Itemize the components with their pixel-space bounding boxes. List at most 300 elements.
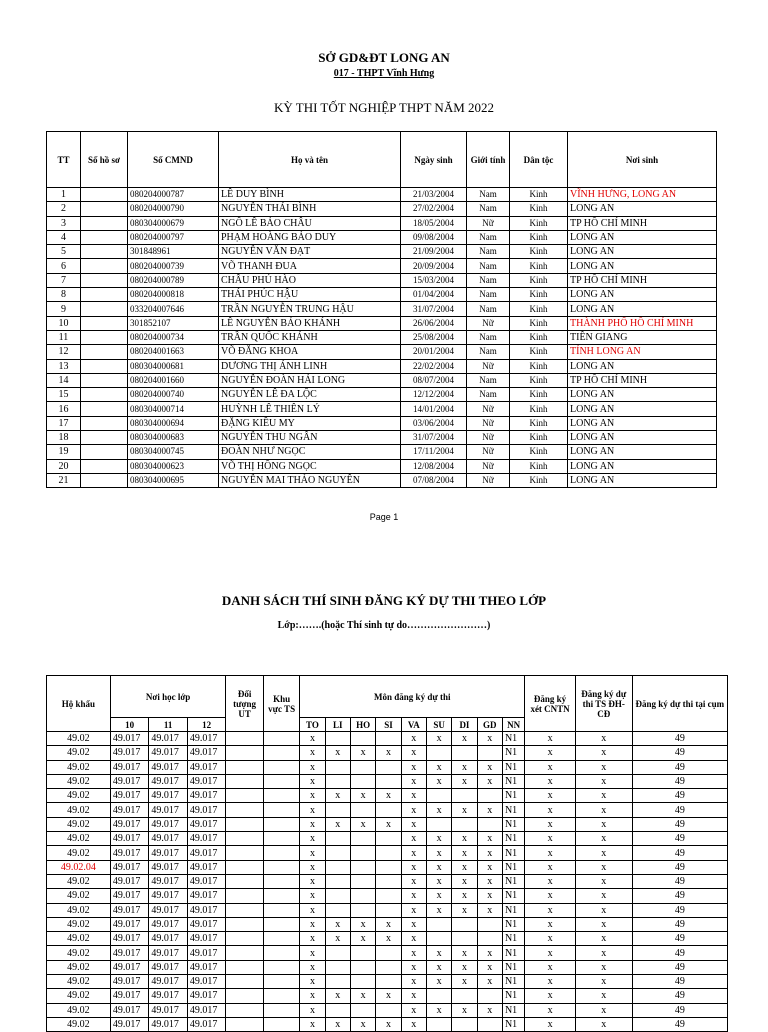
registration-table xyxy=(46,675,728,1032)
cell-subject: x xyxy=(426,874,451,888)
cell-grade: 49.017 xyxy=(110,989,149,1003)
cell-birthplace: LONG AN xyxy=(568,473,717,487)
cell-cum: 49 xyxy=(632,960,727,974)
table-row xyxy=(47,431,717,445)
cell-dhcd: x xyxy=(575,917,632,931)
cell-subject xyxy=(426,917,451,931)
cell-birthplace: LONG AN xyxy=(568,416,717,430)
cell-subject xyxy=(426,817,451,831)
cell-subject: x xyxy=(477,975,502,989)
cell-subject: x xyxy=(401,832,426,846)
cell-dhcd: x xyxy=(575,960,632,974)
cell-subject xyxy=(350,860,375,874)
cell-subject xyxy=(350,874,375,888)
cell-doituong xyxy=(226,946,263,960)
col-cmnd: Số CMND xyxy=(128,132,219,188)
cell-cmnd: 080204000789 xyxy=(128,273,219,287)
cell-subject xyxy=(350,889,375,903)
col-subject: LI xyxy=(325,718,350,732)
cell-dhcd: x xyxy=(575,903,632,917)
cell-hoso xyxy=(81,388,128,402)
cell-dob: 12/08/2004 xyxy=(401,459,467,473)
cell-grade: 49.017 xyxy=(187,817,226,831)
cell-cum: 49 xyxy=(632,903,727,917)
cell-subject xyxy=(376,860,401,874)
cell-subject: x xyxy=(300,989,325,1003)
cell-subject: x xyxy=(477,903,502,917)
cell-subject xyxy=(325,1003,350,1017)
page-number: Page 1 xyxy=(369,512,399,522)
table-row xyxy=(47,359,717,373)
cell-grade: 49.017 xyxy=(187,932,226,946)
cell-dhcd: x xyxy=(575,817,632,831)
cell-subject: x xyxy=(300,846,325,860)
cell-ethnic: Kinh xyxy=(510,188,568,202)
cell-hokhau: 49.02 xyxy=(47,789,111,803)
cell-hokhau: 49.02 xyxy=(47,874,111,888)
cell-subject xyxy=(325,774,350,788)
cell-cntn: x xyxy=(525,774,576,788)
cell-dhcd: x xyxy=(575,803,632,817)
cell-cmnd: 080204001663 xyxy=(128,345,219,359)
cell-dhcd: x xyxy=(575,1017,632,1031)
table-row xyxy=(47,932,728,946)
cell-ethnic: Kinh xyxy=(510,230,568,244)
cell-khuvuc xyxy=(263,874,299,888)
cell-dob: 01/04/2004 xyxy=(401,288,467,302)
cell-cum: 49 xyxy=(632,932,727,946)
cell-subject: x xyxy=(300,789,325,803)
cell-gender: Nữ xyxy=(467,431,510,445)
cell-cmnd: 080304000679 xyxy=(128,216,219,230)
cell-subject xyxy=(376,846,401,860)
cell-grade: 49.017 xyxy=(110,960,149,974)
table-row xyxy=(47,746,728,760)
cell-name: NGUYỄN ĐOÀN HẢI LONG xyxy=(219,373,401,387)
cell-hoso xyxy=(81,259,128,273)
cell-subject: x xyxy=(426,846,451,860)
cell-subject: N1 xyxy=(502,932,524,946)
cell-doituong xyxy=(226,874,263,888)
cell-subject: N1 xyxy=(502,1017,524,1031)
cell-tt: 21 xyxy=(47,473,81,487)
cell-subject: N1 xyxy=(502,946,524,960)
cell-hoso xyxy=(81,345,128,359)
cell-cntn: x xyxy=(525,846,576,860)
cell-ethnic: Kinh xyxy=(510,216,568,230)
cell-subject: x xyxy=(300,917,325,931)
col-cntn: Đăng ký xét CNTN xyxy=(525,676,576,732)
cell-doituong xyxy=(226,960,263,974)
cell-subject: x xyxy=(300,903,325,917)
cell-name: ĐẶNG KIỀU MY xyxy=(219,416,401,430)
cell-subject: x xyxy=(477,889,502,903)
cell-ethnic: Kinh xyxy=(510,402,568,416)
cell-grade: 49.017 xyxy=(110,1017,149,1031)
cell-grade: 49.017 xyxy=(187,860,226,874)
cell-gender: Nam xyxy=(467,202,510,216)
cell-cmnd: 301848961 xyxy=(128,245,219,259)
cell-subject xyxy=(452,1017,477,1031)
cell-grade: 49.017 xyxy=(110,760,149,774)
cell-grade: 49.017 xyxy=(149,1017,188,1031)
cell-khuvuc xyxy=(263,860,299,874)
cell-tt: 2 xyxy=(47,202,81,216)
cell-cntn: x xyxy=(525,932,576,946)
cell-subject xyxy=(350,803,375,817)
cell-hokhau: 49.02 xyxy=(47,989,111,1003)
cell-subject: x xyxy=(452,1003,477,1017)
cell-grade: 49.017 xyxy=(110,874,149,888)
cell-doituong xyxy=(226,817,263,831)
cell-subject: x xyxy=(401,989,426,1003)
cell-dob: 25/08/2004 xyxy=(401,330,467,344)
cell-gender: Nam xyxy=(467,273,510,287)
table-row xyxy=(47,832,728,846)
cell-tt: 19 xyxy=(47,445,81,459)
table-row xyxy=(47,245,717,259)
cell-subject: x xyxy=(350,746,375,760)
cell-cmnd: 080204000734 xyxy=(128,330,219,344)
cell-subject: x xyxy=(477,946,502,960)
cell-doituong xyxy=(226,774,263,788)
cell-grade: 49.017 xyxy=(110,846,149,860)
cell-subject xyxy=(350,732,375,746)
cell-hoso xyxy=(81,330,128,344)
cell-subject: x xyxy=(477,760,502,774)
cell-doituong xyxy=(226,903,263,917)
cell-subject xyxy=(350,760,375,774)
cell-hokhau: 49.02 xyxy=(47,903,111,917)
cell-grade: 49.017 xyxy=(187,1017,226,1031)
cell-doituong xyxy=(226,932,263,946)
cell-birthplace: TP HỒ CHÍ MINH xyxy=(568,216,717,230)
cell-subject: N1 xyxy=(502,989,524,1003)
cell-name: TRẦN NGUYỄN TRUNG HẬU xyxy=(219,302,401,316)
cell-ethnic: Kinh xyxy=(510,273,568,287)
cell-subject: x xyxy=(426,1003,451,1017)
cell-gender: Nữ xyxy=(467,316,510,330)
col-birthplace: Nơi sinh xyxy=(568,132,717,188)
cell-subject xyxy=(376,874,401,888)
table-row xyxy=(47,989,728,1003)
cell-grade: 49.017 xyxy=(110,732,149,746)
cell-subject: x xyxy=(477,774,502,788)
cell-dob: 17/11/2004 xyxy=(401,445,467,459)
cell-cum: 49 xyxy=(632,760,727,774)
cell-subject xyxy=(376,889,401,903)
cell-gender: Nữ xyxy=(467,445,510,459)
cell-subject xyxy=(426,789,451,803)
cell-khuvuc xyxy=(263,1017,299,1031)
cell-subject: x xyxy=(376,789,401,803)
cell-subject xyxy=(325,903,350,917)
cell-subject xyxy=(376,946,401,960)
cell-cum: 49 xyxy=(632,917,727,931)
cell-tt: 7 xyxy=(47,273,81,287)
cell-subject: x xyxy=(300,874,325,888)
cell-subject: N1 xyxy=(502,917,524,931)
cell-dhcd: x xyxy=(575,760,632,774)
cell-dob: 31/07/2004 xyxy=(401,302,467,316)
cell-name: CHÂU PHÚ HÀO xyxy=(219,273,401,287)
cell-subject: x xyxy=(401,975,426,989)
cell-khuvuc xyxy=(263,975,299,989)
cell-cntn: x xyxy=(525,860,576,874)
table-row xyxy=(47,917,728,931)
cell-cum: 49 xyxy=(632,817,727,831)
cell-tt: 3 xyxy=(47,216,81,230)
cell-subject: x xyxy=(300,732,325,746)
cell-grade: 49.017 xyxy=(187,789,226,803)
cell-cntn: x xyxy=(525,803,576,817)
cell-tt: 11 xyxy=(47,330,81,344)
cell-name: LÊ NGUYỄN BẢO KHÁNH xyxy=(219,316,401,330)
cell-gender: Nam xyxy=(467,288,510,302)
cell-subject: x xyxy=(477,846,502,860)
cell-grade: 49.017 xyxy=(187,732,226,746)
cell-cntn: x xyxy=(525,889,576,903)
cell-grade: 49.017 xyxy=(149,989,188,1003)
col-khuvuc: Khu vực TS xyxy=(263,676,299,732)
table-row xyxy=(47,273,717,287)
table-row xyxy=(47,960,728,974)
cell-cum: 49 xyxy=(632,874,727,888)
cell-subject: x xyxy=(401,817,426,831)
cell-dob: 21/03/2004 xyxy=(401,188,467,202)
cell-birthplace: LONG AN xyxy=(568,359,717,373)
cell-cntn: x xyxy=(525,975,576,989)
table-row xyxy=(47,803,728,817)
cell-subject xyxy=(477,789,502,803)
cell-subject: x xyxy=(300,960,325,974)
cell-subject xyxy=(325,732,350,746)
cell-subject: x xyxy=(300,975,325,989)
cell-gender: Nữ xyxy=(467,473,510,487)
table-row xyxy=(47,416,717,430)
cell-subject: x xyxy=(300,832,325,846)
table-row xyxy=(47,188,717,202)
cell-hoso xyxy=(81,216,128,230)
table-row xyxy=(47,760,728,774)
cell-subject: x xyxy=(477,860,502,874)
cell-subject: x xyxy=(452,846,477,860)
cell-doituong xyxy=(226,1017,263,1031)
cell-dhcd: x xyxy=(575,932,632,946)
cell-gender: Nam xyxy=(467,245,510,259)
cell-grade: 49.017 xyxy=(110,817,149,831)
section-title: DANH SÁCH THÍ SINH ĐĂNG KÝ DỰ THI THEO LỚP xyxy=(221,593,547,608)
cell-subject: x xyxy=(452,732,477,746)
cell-cmnd: 080204000797 xyxy=(128,230,219,244)
cell-grade: 49.017 xyxy=(149,960,188,974)
cell-subject: x xyxy=(452,960,477,974)
cell-doituong xyxy=(226,846,263,860)
cell-cmnd: 301852107 xyxy=(128,316,219,330)
cell-khuvuc xyxy=(263,917,299,931)
cell-khuvuc xyxy=(263,832,299,846)
cell-grade: 49.017 xyxy=(149,846,188,860)
cell-subject: N1 xyxy=(502,746,524,760)
cell-gender: Nam xyxy=(467,388,510,402)
cell-hokhau: 49.02 xyxy=(47,1003,111,1017)
cell-subject: x xyxy=(401,774,426,788)
cell-khuvuc xyxy=(263,774,299,788)
cell-cntn: x xyxy=(525,960,576,974)
cell-dob: 21/09/2004 xyxy=(401,245,467,259)
cell-grade: 49.017 xyxy=(110,889,149,903)
cell-subject xyxy=(350,946,375,960)
table-row xyxy=(47,388,717,402)
table-row xyxy=(47,316,717,330)
cell-cmnd: 080204000740 xyxy=(128,388,219,402)
cell-subject: x xyxy=(376,917,401,931)
cell-subject xyxy=(376,960,401,974)
table-row xyxy=(47,874,728,888)
cell-tt: 8 xyxy=(47,288,81,302)
cell-subject: N1 xyxy=(502,789,524,803)
cell-cum: 49 xyxy=(632,889,727,903)
cell-subject xyxy=(325,760,350,774)
cell-cntn: x xyxy=(525,732,576,746)
cell-subject xyxy=(477,1017,502,1031)
cell-subject: x xyxy=(300,1003,325,1017)
cell-subject: x xyxy=(401,1003,426,1017)
col-name: Họ và tên xyxy=(219,132,401,188)
cell-ethnic: Kinh xyxy=(510,259,568,273)
cell-cmnd: 080304000681 xyxy=(128,359,219,373)
cell-subject xyxy=(426,989,451,1003)
cell-hokhau: 49.02 xyxy=(47,774,111,788)
cell-grade: 49.017 xyxy=(149,975,188,989)
school-name: 017 - THPT Vĩnh Hưng xyxy=(333,68,435,79)
cell-hokhau: 49.02 xyxy=(47,946,111,960)
cell-birthplace: LONG AN xyxy=(568,431,717,445)
cell-subject xyxy=(452,746,477,760)
cell-dhcd: x xyxy=(575,846,632,860)
cell-birthplace: LONG AN xyxy=(568,302,717,316)
cell-dob: 03/06/2004 xyxy=(401,416,467,430)
cell-subject xyxy=(325,803,350,817)
cell-subject: N1 xyxy=(502,960,524,974)
exam-title: KỲ THI TỐT NGHIỆP THPT NĂM 2022 xyxy=(273,100,495,115)
cell-subject: x xyxy=(426,960,451,974)
table-row xyxy=(47,330,717,344)
cell-cntn: x xyxy=(525,874,576,888)
cell-subject: N1 xyxy=(502,846,524,860)
org-title: SỞ GD&ĐT LONG AN xyxy=(318,50,450,65)
cell-doituong xyxy=(226,746,263,760)
cell-cum: 49 xyxy=(632,1017,727,1031)
cell-subject: x xyxy=(426,889,451,903)
cell-hoso xyxy=(81,473,128,487)
cell-grade: 49.017 xyxy=(149,889,188,903)
cell-grade: 49.017 xyxy=(187,874,226,888)
table-row xyxy=(47,459,717,473)
cell-subject xyxy=(452,932,477,946)
col-dhcd: Đăng ký dự thi TS ĐH-CĐ xyxy=(575,676,632,732)
cell-subject: x xyxy=(426,975,451,989)
cell-dhcd: x xyxy=(575,832,632,846)
cell-subject: x xyxy=(426,774,451,788)
cell-grade: 49.017 xyxy=(187,832,226,846)
cell-grade: 49.017 xyxy=(187,889,226,903)
cell-subject: x xyxy=(477,803,502,817)
col-subject: VA xyxy=(401,718,426,732)
cell-subject: x xyxy=(350,1017,375,1031)
cell-subject: x xyxy=(401,932,426,946)
cell-name: LÊ DUY BÌNH xyxy=(219,188,401,202)
table-row xyxy=(47,860,728,874)
cell-grade: 49.017 xyxy=(149,774,188,788)
cell-ethnic: Kinh xyxy=(510,388,568,402)
cell-dhcd: x xyxy=(575,946,632,960)
cell-subject: x xyxy=(376,932,401,946)
cell-doituong xyxy=(226,732,263,746)
cell-ethnic: Kinh xyxy=(510,431,568,445)
cell-name: VÕ ĐĂNG KHOA xyxy=(219,345,401,359)
cell-grade: 49.017 xyxy=(187,903,226,917)
cell-subject: x xyxy=(477,732,502,746)
cell-subject: N1 xyxy=(502,832,524,846)
cell-subject xyxy=(477,932,502,946)
cell-gender: Nam xyxy=(467,373,510,387)
cell-dhcd: x xyxy=(575,1003,632,1017)
cell-dob: 09/08/2004 xyxy=(401,230,467,244)
cell-birthplace: LONG AN xyxy=(568,445,717,459)
cell-subject: x xyxy=(325,746,350,760)
cell-ethnic: Kinh xyxy=(510,416,568,430)
cell-birthplace: LONG AN xyxy=(568,402,717,416)
cell-gender: Nam xyxy=(467,259,510,273)
cell-grade: 49.017 xyxy=(149,760,188,774)
cell-subject: x xyxy=(401,960,426,974)
cell-khuvuc xyxy=(263,803,299,817)
cell-subject: x xyxy=(477,832,502,846)
cell-subject xyxy=(376,760,401,774)
cell-name: NGUYỄN VĂN ĐẠT xyxy=(219,245,401,259)
cell-dhcd: x xyxy=(575,746,632,760)
cell-subject: x xyxy=(452,889,477,903)
cell-ethnic: Kinh xyxy=(510,316,568,330)
cell-grade: 49.017 xyxy=(110,917,149,931)
cell-dob: 07/08/2004 xyxy=(401,473,467,487)
cell-grade: 49.017 xyxy=(187,917,226,931)
cell-grade: 49.017 xyxy=(187,803,226,817)
cell-subject: x xyxy=(452,774,477,788)
col-grade: 10 xyxy=(110,718,149,732)
cell-hokhau: 49.02 xyxy=(47,960,111,974)
cell-subject xyxy=(325,889,350,903)
cell-doituong xyxy=(226,860,263,874)
cell-hoso xyxy=(81,230,128,244)
col-subject: HO xyxy=(350,718,375,732)
cell-subject xyxy=(325,860,350,874)
cell-tt: 12 xyxy=(47,345,81,359)
cell-dob: 14/01/2004 xyxy=(401,402,467,416)
cell-dhcd: x xyxy=(575,889,632,903)
table-row xyxy=(47,1017,728,1031)
cell-cum: 49 xyxy=(632,774,727,788)
cell-khuvuc xyxy=(263,989,299,1003)
cell-subject: x xyxy=(401,789,426,803)
cell-name: NGUYỄN LÊ ĐA LỘC xyxy=(219,388,401,402)
cell-subject: x xyxy=(426,803,451,817)
cell-gender: Nam xyxy=(467,330,510,344)
cell-subject: x xyxy=(401,917,426,931)
cell-cmnd: 080204001660 xyxy=(128,373,219,387)
cell-subject: x xyxy=(300,860,325,874)
